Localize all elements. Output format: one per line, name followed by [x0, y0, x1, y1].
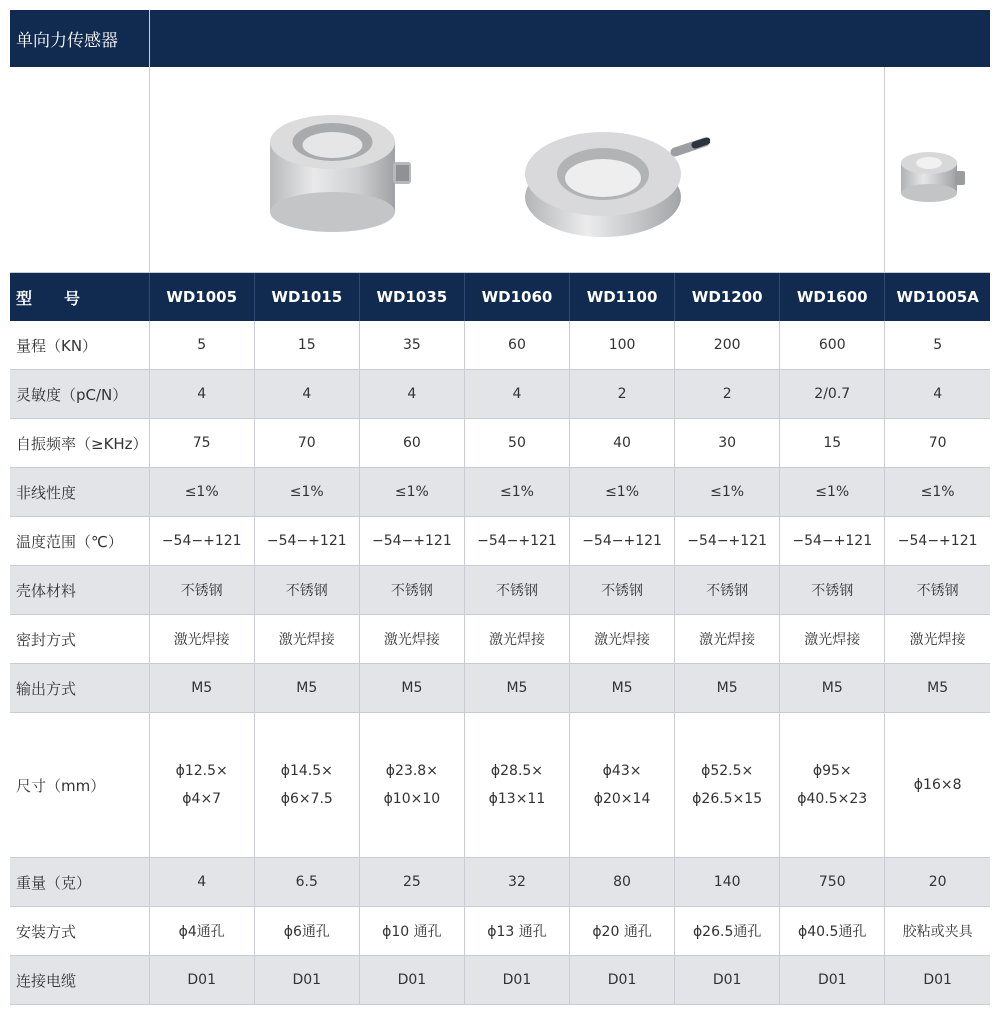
size-line-1: ϕ23.8×: [385, 763, 438, 779]
spec-value: D01: [780, 956, 885, 1005]
spec-row: [10, 907, 990, 956]
size-line-1: ϕ14.5×: [280, 763, 333, 779]
spec-row: [10, 468, 990, 517]
model-header: WD1005A: [885, 273, 990, 322]
spec-row: [10, 419, 990, 468]
spec-value: D01: [464, 956, 569, 1005]
spec-value: 30: [675, 419, 780, 468]
spec-value: ≤1%: [149, 468, 254, 517]
size-line-1: ϕ12.5×: [175, 763, 228, 779]
spec-value: ϕ10 通孔: [359, 907, 464, 956]
spec-row: [10, 566, 990, 615]
spec-value: ≤1%: [464, 468, 569, 517]
spec-value: 2: [675, 370, 780, 419]
spec-value: −54−+121: [780, 517, 885, 566]
model-header: WD1035: [359, 273, 464, 322]
model-header: WD1600: [780, 273, 885, 322]
spec-value: 25: [359, 858, 464, 907]
spec-row-label: 壳体材料: [10, 566, 149, 615]
spec-row: [10, 664, 990, 713]
spec-value: M5: [885, 664, 990, 713]
spec-value: −54−+121: [359, 517, 464, 566]
spec-row-label: 重量（克）: [10, 858, 149, 907]
size-value: [464, 713, 569, 858]
spec-value: ≤1%: [359, 468, 464, 517]
spec-value: 不锈钢: [359, 566, 464, 615]
size-line-2: ϕ6×7.5: [280, 791, 333, 807]
spec-value: 激光焊接: [464, 615, 569, 664]
spec-value: 4: [149, 858, 254, 907]
image-row: [10, 67, 990, 273]
size-line-1: ϕ16×8: [913, 777, 962, 793]
spec-value: 激光焊接: [254, 615, 359, 664]
spec-value: −54−+121: [570, 517, 675, 566]
spec-value: 35: [359, 321, 464, 370]
spec-value: 70: [254, 419, 359, 468]
size-value: [780, 713, 885, 858]
spec-value: 5: [885, 321, 990, 370]
spec-row: [10, 517, 990, 566]
spec-value: 激光焊接: [149, 615, 254, 664]
spec-value: M5: [780, 664, 885, 713]
spec-value: M5: [675, 664, 780, 713]
spec-value: 激光焊接: [885, 615, 990, 664]
spec-value: −54−+121: [464, 517, 569, 566]
size-row: [10, 713, 990, 858]
spec-value: ≤1%: [885, 468, 990, 517]
spec-value: −54−+121: [149, 517, 254, 566]
spec-value: 2/0.7: [780, 370, 885, 419]
spec-value: 4: [149, 370, 254, 419]
spec-value: D01: [570, 956, 675, 1005]
title-row: [10, 10, 990, 67]
spec-value: 40: [570, 419, 675, 468]
spec-value: 激光焊接: [359, 615, 464, 664]
spec-value: M5: [254, 664, 359, 713]
spec-value: −54−+121: [675, 517, 780, 566]
size-line-2: ϕ20×14: [593, 791, 651, 807]
model-header: WD1200: [675, 273, 780, 322]
spec-value: 200: [675, 321, 780, 370]
spec-value: 激光焊接: [570, 615, 675, 664]
spec-value: 80: [570, 858, 675, 907]
spec-value: 60: [464, 321, 569, 370]
spec-value: 不锈钢: [254, 566, 359, 615]
spec-value: 60: [359, 419, 464, 468]
spec-value: 4: [359, 370, 464, 419]
spec-value: ϕ20 通孔: [570, 907, 675, 956]
spec-value: 100: [570, 321, 675, 370]
spec-value: D01: [149, 956, 254, 1005]
spec-row: [10, 615, 990, 664]
spec-value: ϕ13 通孔: [464, 907, 569, 956]
spec-value: M5: [464, 664, 569, 713]
spec-row-label: 密封方式: [10, 615, 149, 664]
size-value: [254, 713, 359, 858]
spec-value: 4: [464, 370, 569, 419]
spec-value: ϕ6通孔: [254, 907, 359, 956]
spec-value: M5: [570, 664, 675, 713]
size-value: [885, 713, 990, 858]
spec-row-label: 量程（KN）: [10, 321, 149, 370]
spec-row-label: 非线性度: [10, 468, 149, 517]
size-line-2: ϕ4×7: [182, 791, 222, 807]
spec-value: 不锈钢: [885, 566, 990, 615]
spec-value: D01: [675, 956, 780, 1005]
spec-value: −54−+121: [885, 517, 990, 566]
size-line-2: ϕ10×10: [383, 791, 441, 807]
spec-value: ≤1%: [675, 468, 780, 517]
product-image-small: [885, 67, 990, 273]
size-line-1: ϕ95×: [812, 763, 852, 779]
spec-row-label: 连接电缆: [10, 956, 149, 1005]
size-value: [359, 713, 464, 858]
spec-value: 2: [570, 370, 675, 419]
spec-value: 600: [780, 321, 885, 370]
spec-value: 不锈钢: [464, 566, 569, 615]
size-value: [675, 713, 780, 858]
spec-table: [10, 10, 990, 1005]
spec-row-label: 灵敏度（pC/N）: [10, 370, 149, 419]
size-value: [149, 713, 254, 858]
spec-row: [10, 956, 990, 1005]
spec-row: [10, 858, 990, 907]
size-line-2: ϕ40.5×23: [797, 791, 868, 807]
spec-value: 20: [885, 858, 990, 907]
spec-value: D01: [885, 956, 990, 1005]
size-line-1: ϕ28.5×: [490, 763, 544, 779]
spec-row-label: 安装方式: [10, 907, 149, 956]
spec-value: D01: [359, 956, 464, 1005]
spec-value: −54−+121: [254, 517, 359, 566]
size-row-label: 尺寸（mm）: [10, 713, 149, 858]
spec-value: ϕ26.5通孔: [675, 907, 780, 956]
spec-value: M5: [149, 664, 254, 713]
spec-row-label: 输出方式: [10, 664, 149, 713]
size-line-1: ϕ52.5×: [701, 763, 754, 779]
model-header: WD1005: [149, 273, 254, 322]
spec-row: [10, 370, 990, 419]
spec-value: M5: [359, 664, 464, 713]
spec-value: D01: [254, 956, 359, 1005]
spec-value: 4: [254, 370, 359, 419]
spec-value: 不锈钢: [780, 566, 885, 615]
model-header-row: [10, 273, 990, 322]
spec-value: 胶粘或夹具: [885, 907, 990, 956]
spec-value: 激光焊接: [675, 615, 780, 664]
model-header-label: 型 号: [10, 273, 149, 322]
spec-value: 4: [885, 370, 990, 419]
size-line-2: ϕ13×11: [488, 791, 546, 807]
page-title: 单向力传感器: [10, 10, 149, 67]
sensor-flat-ring-photo: [525, 112, 710, 242]
spec-value: 6.5: [254, 858, 359, 907]
spec-row-label: 温度范围（℃）: [10, 517, 149, 566]
product-images: [149, 67, 885, 273]
spec-row-label: 自振频率（≥KHz）: [10, 419, 149, 468]
spec-value: 50: [464, 419, 569, 468]
spec-value: 不锈钢: [149, 566, 254, 615]
spec-value: ≤1%: [254, 468, 359, 517]
model-header: WD1060: [464, 273, 569, 322]
spec-value: 75: [149, 419, 254, 468]
spec-value: 15: [254, 321, 359, 370]
size-line-1: ϕ43×: [602, 763, 642, 779]
spec-value: 5: [149, 321, 254, 370]
spec-value: ϕ4通孔: [149, 907, 254, 956]
sensor-small-ring-photo: [899, 145, 979, 205]
spec-value: ϕ40.5通孔: [780, 907, 885, 956]
spec-value: 不锈钢: [570, 566, 675, 615]
spec-value: 140: [675, 858, 780, 907]
size-line-2: ϕ26.5×15: [692, 791, 763, 807]
sensor-ring-photo: [270, 107, 415, 237]
model-header: WD1015: [254, 273, 359, 322]
spec-value: 70: [885, 419, 990, 468]
spec-value: 750: [780, 858, 885, 907]
spec-value: ≤1%: [780, 468, 885, 517]
size-value: [570, 713, 675, 858]
spec-value: 激光焊接: [780, 615, 885, 664]
spec-value: ≤1%: [570, 468, 675, 517]
spec-value: 15: [780, 419, 885, 468]
spec-row: [10, 321, 990, 370]
spec-value: 不锈钢: [675, 566, 780, 615]
spec-value: 32: [464, 858, 569, 907]
model-header: WD1100: [570, 273, 675, 322]
